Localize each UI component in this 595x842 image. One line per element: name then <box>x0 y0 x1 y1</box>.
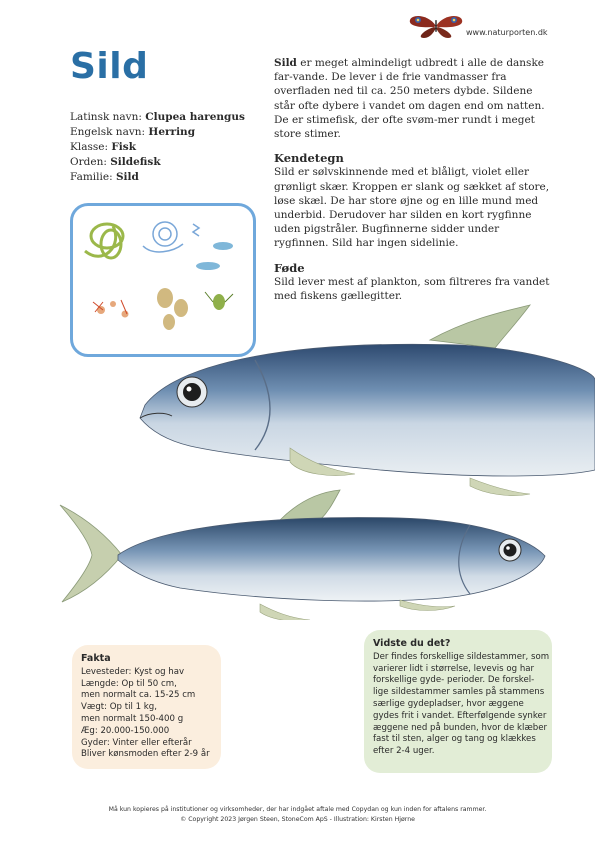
vidste-heading: Vidste du det? <box>373 638 451 649</box>
fakta-heading: Fakta <box>81 653 111 664</box>
vidste-line: æggene ned på bunden, hvor de klæber <box>373 722 548 733</box>
fact-order: Orden: Sildefisk <box>70 156 161 168</box>
fact-class: Klasse: Fisk <box>70 141 136 153</box>
kendetegn-paragraph: Sild er sølvskinnende med et blåligt, violet eller grønligt skær. Kroppen er slank og sækket af store, løse skæl. De har store øjne og en lille mund med underbid. Derudover har silden en kort rygfinne uden pigstråler. Bugfinnerne sidder under rygfinnen. Sild har ingen sidelinie. <box>274 166 550 250</box>
intro-paragraph: Sild er meget almindeligt udbredt i alle de danske far-vande. De lever i de frie vandmasser fra overfladen ned til ca. 250 meters dybde. Sildene står ofte dybere i vandet om dagen end om natten. De er stimefisk, der ofte svøm-mer rundt i meget store stimer. <box>274 57 545 141</box>
kendetegn-heading: Kendetegn <box>274 151 344 166</box>
fakta-line: Levesteder: Kyst og hav <box>81 666 185 677</box>
fakta-line: Længde: Op til 50 cm, <box>81 678 177 689</box>
fakta-line: men normalt ca. 15-25 cm <box>81 690 196 701</box>
fakta-line: Æg: 20.000-150.000 <box>81 725 170 736</box>
fact-english: Engelsk navn: Herring <box>70 126 196 138</box>
butterfly-icon[interactable] <box>406 12 466 40</box>
fakta-line: Bliver kønsmoden efter 2-9 år <box>81 749 210 760</box>
fact-latin: Latinsk navn: Clupea harengus <box>70 111 245 123</box>
vidste-line: særlige gydepladser, hvor æggene <box>373 698 524 709</box>
vidste-line: gydes frit i vandet. Efterfølgende synker <box>373 710 547 721</box>
fakta-line: Gyder: Vinter eller efterår <box>81 737 192 748</box>
fode-paragraph: Sild lever mest af plankton, som filtreres fra vandet med fiskens gællegitter. <box>274 275 550 303</box>
herring-large <box>140 305 595 496</box>
vidste-line: forskellige gyde- perioder. De forskel- <box>373 675 535 686</box>
footer-license: Må kun kopieres på institutioner og virksomheder, der har indgået aftale med Copydan og kun inden for aftalens rammer. <box>108 806 487 813</box>
vidste-line: efter 2-4 uger. <box>373 746 435 757</box>
footer-copyright: © Copyright 2023 Jørgen Steen, StoneCom ApS - Illustration: Kirsten Hjørne <box>180 816 415 823</box>
vidste-line: lige sildestammer samles på stammens <box>373 687 545 698</box>
herring-small <box>60 490 545 620</box>
species-facts <box>70 110 260 185</box>
vidste-box <box>364 630 552 773</box>
description-column <box>274 56 556 313</box>
fode-heading: Føde <box>274 260 305 275</box>
fakta-line: men normalt 150-400 g <box>81 713 184 724</box>
fact-family: Familie: Sild <box>70 171 139 183</box>
fakta-line: Vægt: Op til 1 kg, <box>81 702 157 713</box>
vidste-line: fast til sten, alger og tang og klækkes <box>373 734 536 745</box>
vidste-line: Der findes forskellige sildestammer, som <box>373 651 550 662</box>
herring-illustration <box>0 300 595 620</box>
website-url[interactable]: www.naturporten.dk <box>466 28 548 37</box>
fakta-box <box>72 645 221 769</box>
vidste-line: varierer lidt i størrelse, levevis og har <box>373 663 535 674</box>
page-title: Sild <box>70 46 149 87</box>
